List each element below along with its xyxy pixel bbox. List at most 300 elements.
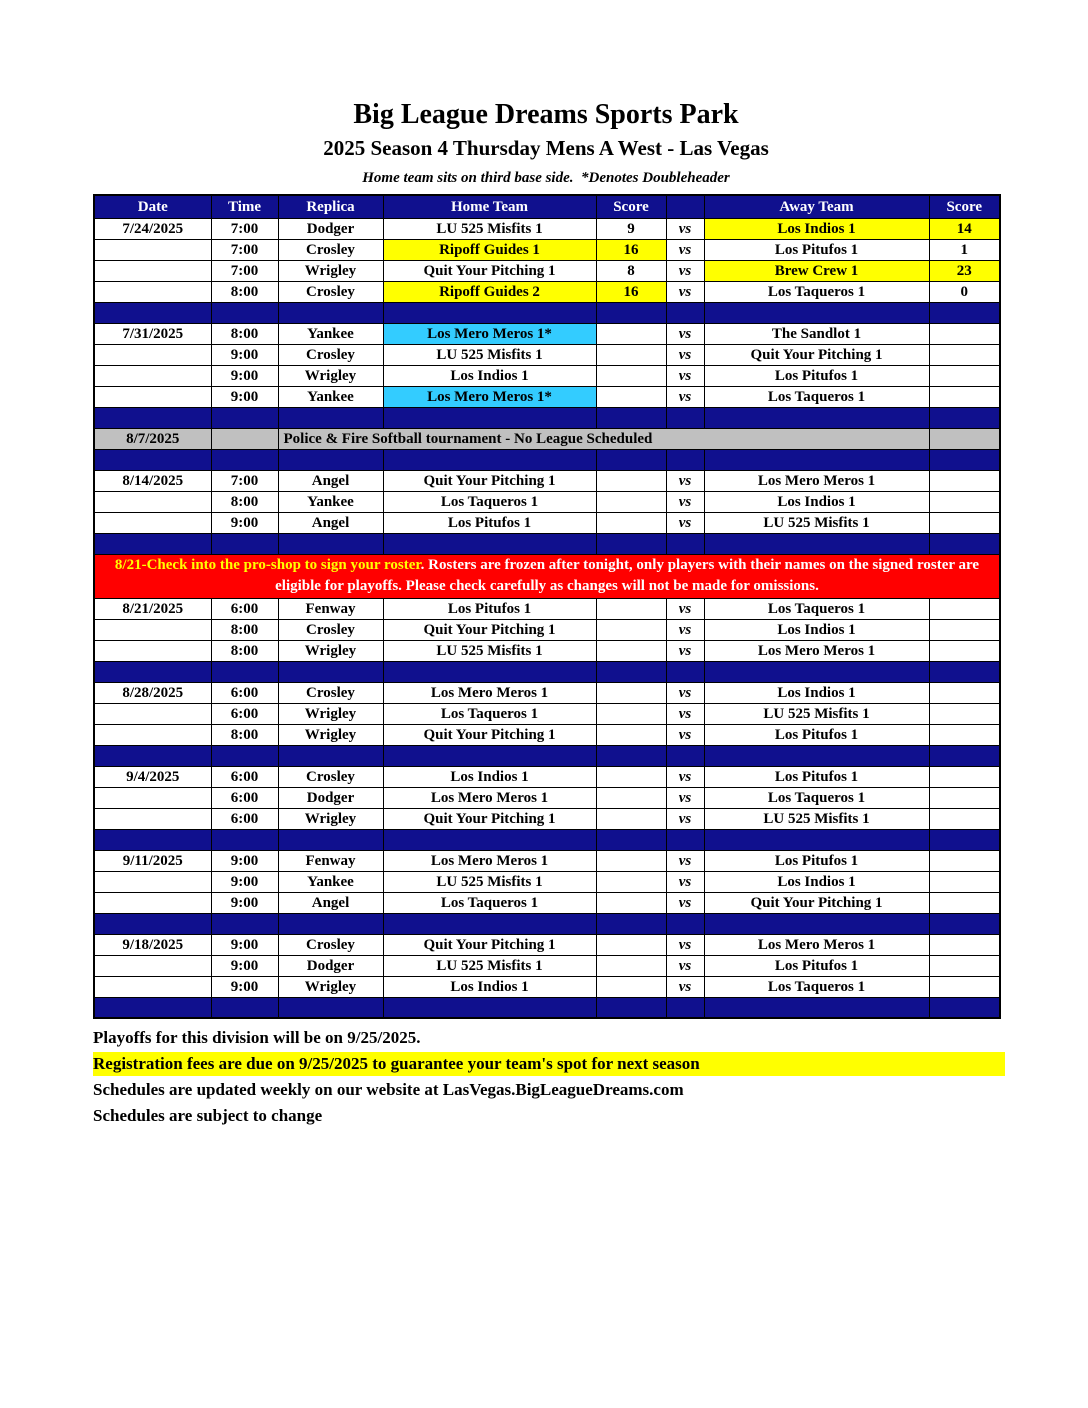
separator-cell xyxy=(278,302,383,323)
home-team-cell: Quit Your Pitching 1 xyxy=(383,619,596,640)
game-row xyxy=(94,239,1000,260)
date-cell xyxy=(94,619,211,640)
separator-cell xyxy=(666,997,704,1018)
home-score-cell: 16 xyxy=(596,239,666,260)
separator-cell xyxy=(596,745,666,766)
time-cell: 7:00 xyxy=(211,239,278,260)
separator-cell xyxy=(211,533,278,554)
away-score-cell xyxy=(929,491,1000,512)
separator-cell xyxy=(94,661,211,682)
separator-cell xyxy=(383,302,596,323)
away-team-cell: Los Pitufos 1 xyxy=(704,365,929,386)
separator-row xyxy=(94,661,1000,682)
schedule-table xyxy=(93,194,1001,1019)
game-row xyxy=(94,724,1000,745)
separator-cell xyxy=(211,407,278,428)
home-score-cell xyxy=(596,682,666,703)
home-team-cell: LU 525 Misfits 1 xyxy=(383,955,596,976)
date-cell xyxy=(94,871,211,892)
vs-label: vs xyxy=(666,281,704,302)
time-cell: 9:00 xyxy=(211,892,278,913)
home-score-cell: 8 xyxy=(596,260,666,281)
separator-cell xyxy=(666,302,704,323)
away-team-cell: LU 525 Misfits 1 xyxy=(704,808,929,829)
header-row xyxy=(94,195,1000,218)
away-team-cell: Los Pitufos 1 xyxy=(704,850,929,871)
away-score-cell: 0 xyxy=(929,281,1000,302)
game-row xyxy=(94,871,1000,892)
home-team-cell: LU 525 Misfits 1 xyxy=(383,640,596,661)
vs-label: vs xyxy=(666,850,704,871)
date-cell xyxy=(94,344,211,365)
time-cell: 6:00 xyxy=(211,808,278,829)
replica-cell: Wrigley xyxy=(278,640,383,661)
date-cell: 9/4/2025 xyxy=(94,766,211,787)
home-score-cell: 16 xyxy=(596,281,666,302)
vs-label: vs xyxy=(666,365,704,386)
date-cell xyxy=(94,724,211,745)
replica-cell: Crosley xyxy=(278,344,383,365)
home-score-cell xyxy=(596,619,666,640)
separator-cell xyxy=(704,997,929,1018)
home-score-cell xyxy=(596,787,666,808)
vs-label: vs xyxy=(666,808,704,829)
vs-label: vs xyxy=(666,491,704,512)
home-team-cell: Los Pitufos 1 xyxy=(383,598,596,619)
date-cell xyxy=(94,787,211,808)
away-team-cell: Los Pitufos 1 xyxy=(704,724,929,745)
game-row xyxy=(94,808,1000,829)
date-cell: 7/31/2025 xyxy=(94,323,211,344)
replica-cell: Yankee xyxy=(278,871,383,892)
time-cell: 7:00 xyxy=(211,218,278,239)
away-team-cell: Los Taqueros 1 xyxy=(704,976,929,997)
away-score-cell xyxy=(929,934,1000,955)
separator-cell xyxy=(704,302,929,323)
vs-label: vs xyxy=(666,218,704,239)
time-cell: 9:00 xyxy=(211,344,278,365)
away-score-cell xyxy=(929,871,1000,892)
home-score-cell xyxy=(596,344,666,365)
vs-label: vs xyxy=(666,386,704,407)
page-subtitle: 2025 Season 4 Thursday Mens A West - Las Vegas xyxy=(323,136,769,160)
away-team-cell: Los Taqueros 1 xyxy=(704,787,929,808)
game-row xyxy=(94,365,1000,386)
separator-cell xyxy=(596,449,666,470)
column-header-away-score: Score xyxy=(929,195,1000,218)
away-score-cell xyxy=(929,808,1000,829)
home-score-cell xyxy=(596,766,666,787)
separator-row xyxy=(94,302,1000,323)
game-row xyxy=(94,682,1000,703)
replica-cell: Wrigley xyxy=(278,724,383,745)
away-score-cell xyxy=(929,323,1000,344)
time-cell: 9:00 xyxy=(211,512,278,533)
home-team-cell: Los Taqueros 1 xyxy=(383,892,596,913)
separator-row xyxy=(94,829,1000,850)
vs-label: vs xyxy=(666,260,704,281)
away-score-cell xyxy=(929,344,1000,365)
tournament-score-cell xyxy=(929,428,1000,449)
separator-row xyxy=(94,913,1000,934)
home-score-cell xyxy=(596,640,666,661)
separator-cell xyxy=(666,661,704,682)
away-score-cell xyxy=(929,850,1000,871)
separator-cell xyxy=(704,449,929,470)
home-team-cell: Los Indios 1 xyxy=(383,976,596,997)
separator-cell xyxy=(383,913,596,934)
home-team-cell: Los Mero Meros 1* xyxy=(383,386,596,407)
game-row xyxy=(94,619,1000,640)
away-team-cell: Quit Your Pitching 1 xyxy=(704,344,929,365)
vs-label: vs xyxy=(666,512,704,533)
separator-cell xyxy=(704,829,929,850)
separator-cell xyxy=(211,913,278,934)
home-score-cell xyxy=(596,850,666,871)
tournament-text-cell: Police & Fire Softball tournament - No League Scheduled xyxy=(278,428,929,449)
home-team-cell: LU 525 Misfits 1 xyxy=(383,344,596,365)
home-team-cell: Ripoff Guides 1 xyxy=(383,239,596,260)
time-cell: 9:00 xyxy=(211,934,278,955)
replica-cell: Yankee xyxy=(278,491,383,512)
page-note: Home team sits on third base side. *Denotes Doubleheader xyxy=(362,170,730,186)
separator-cell xyxy=(704,533,929,554)
separator-cell xyxy=(278,829,383,850)
time-cell: 6:00 xyxy=(211,682,278,703)
separator-cell xyxy=(596,997,666,1018)
separator-cell xyxy=(596,302,666,323)
home-team-cell: Los Taqueros 1 xyxy=(383,703,596,724)
home-score-cell: 9 xyxy=(596,218,666,239)
date-cell: 8/21/2025 xyxy=(94,598,211,619)
separator-cell xyxy=(666,913,704,934)
vs-label: vs xyxy=(666,892,704,913)
game-row xyxy=(94,281,1000,302)
time-cell: 6:00 xyxy=(211,703,278,724)
separator-row xyxy=(94,745,1000,766)
time-cell: 8:00 xyxy=(211,323,278,344)
replica-cell: Yankee xyxy=(278,323,383,344)
separator-cell xyxy=(94,407,211,428)
home-team-cell: Los Indios 1 xyxy=(383,365,596,386)
home-score-cell xyxy=(596,323,666,344)
away-score-cell xyxy=(929,512,1000,533)
separator-cell xyxy=(94,997,211,1018)
vs-label: vs xyxy=(666,682,704,703)
roster-notice-cell xyxy=(94,554,1000,598)
game-row xyxy=(94,344,1000,365)
replica-cell: Crosley xyxy=(278,239,383,260)
away-score-cell: 23 xyxy=(929,260,1000,281)
column-header-time: Time xyxy=(211,195,278,218)
home-score-cell xyxy=(596,512,666,533)
column-header-replica: Replica xyxy=(278,195,383,218)
away-score-cell xyxy=(929,640,1000,661)
vs-label: vs xyxy=(666,470,704,491)
game-row xyxy=(94,850,1000,871)
website-note: Schedules are updated weekly on our website at LasVegas.BigLeagueDreams.com xyxy=(93,1080,684,1099)
date-cell xyxy=(94,892,211,913)
roster-notice-highlight-text: 8/21-Check into the pro-shop to sign your roster xyxy=(114,557,421,573)
column-header-home-team: Home Team xyxy=(383,195,596,218)
game-row xyxy=(94,491,1000,512)
separator-cell xyxy=(929,829,1000,850)
game-row xyxy=(94,934,1000,955)
replica-cell: Wrigley xyxy=(278,703,383,724)
separator-cell xyxy=(211,745,278,766)
home-score-cell xyxy=(596,808,666,829)
separator-row xyxy=(94,407,1000,428)
away-score-cell xyxy=(929,365,1000,386)
away-score-cell xyxy=(929,598,1000,619)
replica-cell: Dodger xyxy=(278,955,383,976)
home-score-cell xyxy=(596,491,666,512)
away-score-cell xyxy=(929,724,1000,745)
away-score-cell xyxy=(929,470,1000,491)
away-score-cell xyxy=(929,703,1000,724)
replica-cell: Wrigley xyxy=(278,260,383,281)
separator-cell xyxy=(211,302,278,323)
tournament-date-cell: 8/7/2025 xyxy=(94,428,211,449)
home-team-cell: LU 525 Misfits 1 xyxy=(383,218,596,239)
vs-label: vs xyxy=(666,976,704,997)
separator-cell xyxy=(929,913,1000,934)
away-team-cell: Los Mero Meros 1 xyxy=(704,470,929,491)
home-team-cell: Los Mero Meros 1 xyxy=(383,682,596,703)
separator-cell xyxy=(383,407,596,428)
tournament-time-cell xyxy=(211,428,278,449)
game-row xyxy=(94,703,1000,724)
away-score-cell xyxy=(929,766,1000,787)
away-score-cell xyxy=(929,892,1000,913)
date-cell xyxy=(94,512,211,533)
replica-cell: Wrigley xyxy=(278,365,383,386)
date-cell: 8/14/2025 xyxy=(94,470,211,491)
separator-cell xyxy=(596,829,666,850)
column-header-away-team: Away Team xyxy=(704,195,929,218)
home-team-cell: Quit Your Pitching 1 xyxy=(383,470,596,491)
away-team-cell: Brew Crew 1 xyxy=(704,260,929,281)
away-score-cell xyxy=(929,386,1000,407)
away-team-cell: Los Indios 1 xyxy=(704,871,929,892)
game-row xyxy=(94,218,1000,239)
time-cell: 8:00 xyxy=(211,491,278,512)
home-team-cell: Ripoff Guides 2 xyxy=(383,281,596,302)
replica-cell: Crosley xyxy=(278,934,383,955)
home-score-cell xyxy=(596,871,666,892)
game-row xyxy=(94,470,1000,491)
vs-label: vs xyxy=(666,787,704,808)
replica-cell: Fenway xyxy=(278,850,383,871)
vs-label: vs xyxy=(666,598,704,619)
separator-cell xyxy=(94,829,211,850)
home-team-cell: Quit Your Pitching 1 xyxy=(383,808,596,829)
separator-cell xyxy=(704,661,929,682)
roster-notice-row xyxy=(94,554,1000,598)
home-score-cell xyxy=(596,934,666,955)
away-team-cell: Los Indios 1 xyxy=(704,491,929,512)
date-cell: 7/24/2025 xyxy=(94,218,211,239)
separator-cell xyxy=(596,661,666,682)
time-cell: 9:00 xyxy=(211,365,278,386)
home-score-cell xyxy=(596,892,666,913)
away-score-cell xyxy=(929,787,1000,808)
away-score-cell: 1 xyxy=(929,239,1000,260)
vs-label: vs xyxy=(666,640,704,661)
game-row xyxy=(94,640,1000,661)
game-row xyxy=(94,976,1000,997)
separator-cell xyxy=(278,913,383,934)
date-cell xyxy=(94,976,211,997)
time-cell: 8:00 xyxy=(211,619,278,640)
home-score-cell xyxy=(596,703,666,724)
time-cell: 8:00 xyxy=(211,640,278,661)
away-team-cell: Los Indios 1 xyxy=(704,682,929,703)
date-cell xyxy=(94,703,211,724)
separator-cell xyxy=(94,745,211,766)
time-cell: 9:00 xyxy=(211,955,278,976)
separator-cell xyxy=(94,533,211,554)
separator-cell xyxy=(704,745,929,766)
away-score-cell xyxy=(929,619,1000,640)
separator-cell xyxy=(278,745,383,766)
time-cell: 9:00 xyxy=(211,850,278,871)
separator-row xyxy=(94,997,1000,1018)
vs-label: vs xyxy=(666,323,704,344)
replica-cell: Angel xyxy=(278,470,383,491)
home-score-cell xyxy=(596,598,666,619)
game-row xyxy=(94,955,1000,976)
registration-note: Registration fees are due on 9/25/2025 to guarantee your team's spot for next season xyxy=(93,1052,1005,1076)
separator-cell xyxy=(211,829,278,850)
separator-cell xyxy=(929,533,1000,554)
separator-cell xyxy=(383,661,596,682)
home-team-cell: Los Mero Meros 1 xyxy=(383,787,596,808)
home-team-cell: Los Mero Meros 1 xyxy=(383,850,596,871)
separator-cell xyxy=(666,533,704,554)
separator-cell xyxy=(383,533,596,554)
home-score-cell xyxy=(596,955,666,976)
home-score-cell xyxy=(596,365,666,386)
time-cell: 9:00 xyxy=(211,976,278,997)
away-team-cell: Quit Your Pitching 1 xyxy=(704,892,929,913)
game-row xyxy=(94,386,1000,407)
separator-cell xyxy=(211,449,278,470)
separator-row xyxy=(94,449,1000,470)
vs-label: vs xyxy=(666,955,704,976)
time-cell: 7:00 xyxy=(211,260,278,281)
separator-cell xyxy=(666,407,704,428)
away-team-cell: Los Mero Meros 1 xyxy=(704,934,929,955)
date-cell: 9/11/2025 xyxy=(94,850,211,871)
separator-cell xyxy=(704,913,929,934)
time-cell: 9:00 xyxy=(211,871,278,892)
vs-label: vs xyxy=(666,724,704,745)
game-row xyxy=(94,512,1000,533)
separator-cell xyxy=(383,829,596,850)
separator-cell xyxy=(704,407,929,428)
date-cell xyxy=(94,281,211,302)
separator-cell xyxy=(929,661,1000,682)
time-cell: 6:00 xyxy=(211,787,278,808)
replica-cell: Wrigley xyxy=(278,976,383,997)
separator-cell xyxy=(278,661,383,682)
game-row xyxy=(94,323,1000,344)
replica-cell: Dodger xyxy=(278,787,383,808)
separator-cell xyxy=(929,997,1000,1018)
away-team-cell: Los Indios 1 xyxy=(704,218,929,239)
separator-cell xyxy=(666,745,704,766)
time-cell: 6:00 xyxy=(211,598,278,619)
vs-label: vs xyxy=(666,619,704,640)
away-team-cell: Los Pitufos 1 xyxy=(704,239,929,260)
away-team-cell: Los Pitufos 1 xyxy=(704,955,929,976)
separator-cell xyxy=(211,661,278,682)
away-team-cell: Los Indios 1 xyxy=(704,619,929,640)
away-team-cell: Los Taqueros 1 xyxy=(704,281,929,302)
game-row xyxy=(94,598,1000,619)
column-header-home-score: Score xyxy=(596,195,666,218)
away-team-cell: LU 525 Misfits 1 xyxy=(704,512,929,533)
separator-cell xyxy=(94,302,211,323)
date-cell xyxy=(94,808,211,829)
vs-label: vs xyxy=(666,703,704,724)
roster-notice-text: . Rosters are frozen after tonight, only players with their names on the signed roster are eligible for playoffs. Please check carefully as changes will not be made for omissions. xyxy=(275,557,980,594)
date-cell xyxy=(94,640,211,661)
separator-cell xyxy=(94,449,211,470)
away-team-cell: LU 525 Misfits 1 xyxy=(704,703,929,724)
date-cell: 8/28/2025 xyxy=(94,682,211,703)
separator-cell xyxy=(211,997,278,1018)
game-row xyxy=(94,787,1000,808)
page-content xyxy=(93,0,999,1130)
separator-cell xyxy=(383,449,596,470)
home-team-cell: Quit Your Pitching 1 xyxy=(383,260,596,281)
replica-cell: Angel xyxy=(278,892,383,913)
vs-label: vs xyxy=(666,871,704,892)
home-team-cell: Quit Your Pitching 1 xyxy=(383,724,596,745)
vs-label: vs xyxy=(666,766,704,787)
replica-cell: Crosley xyxy=(278,281,383,302)
separator-cell xyxy=(94,913,211,934)
away-score-cell xyxy=(929,955,1000,976)
date-cell xyxy=(94,955,211,976)
vs-label: vs xyxy=(666,934,704,955)
separator-cell xyxy=(278,407,383,428)
date-cell xyxy=(94,260,211,281)
date-cell xyxy=(94,491,211,512)
home-team-cell: Los Pitufos 1 xyxy=(383,512,596,533)
separator-cell xyxy=(929,449,1000,470)
game-row xyxy=(94,766,1000,787)
separator-cell xyxy=(383,997,596,1018)
vs-label: vs xyxy=(666,239,704,260)
replica-cell: Angel xyxy=(278,512,383,533)
date-cell: 9/18/2025 xyxy=(94,934,211,955)
home-score-cell xyxy=(596,386,666,407)
away-score-cell: 14 xyxy=(929,218,1000,239)
separator-cell xyxy=(929,745,1000,766)
date-cell xyxy=(94,386,211,407)
replica-cell: Crosley xyxy=(278,619,383,640)
time-cell: 7:00 xyxy=(211,470,278,491)
separator-cell xyxy=(666,449,704,470)
time-cell: 9:00 xyxy=(211,386,278,407)
date-cell xyxy=(94,365,211,386)
replica-cell: Wrigley xyxy=(278,808,383,829)
home-score-cell xyxy=(596,976,666,997)
away-score-cell xyxy=(929,976,1000,997)
